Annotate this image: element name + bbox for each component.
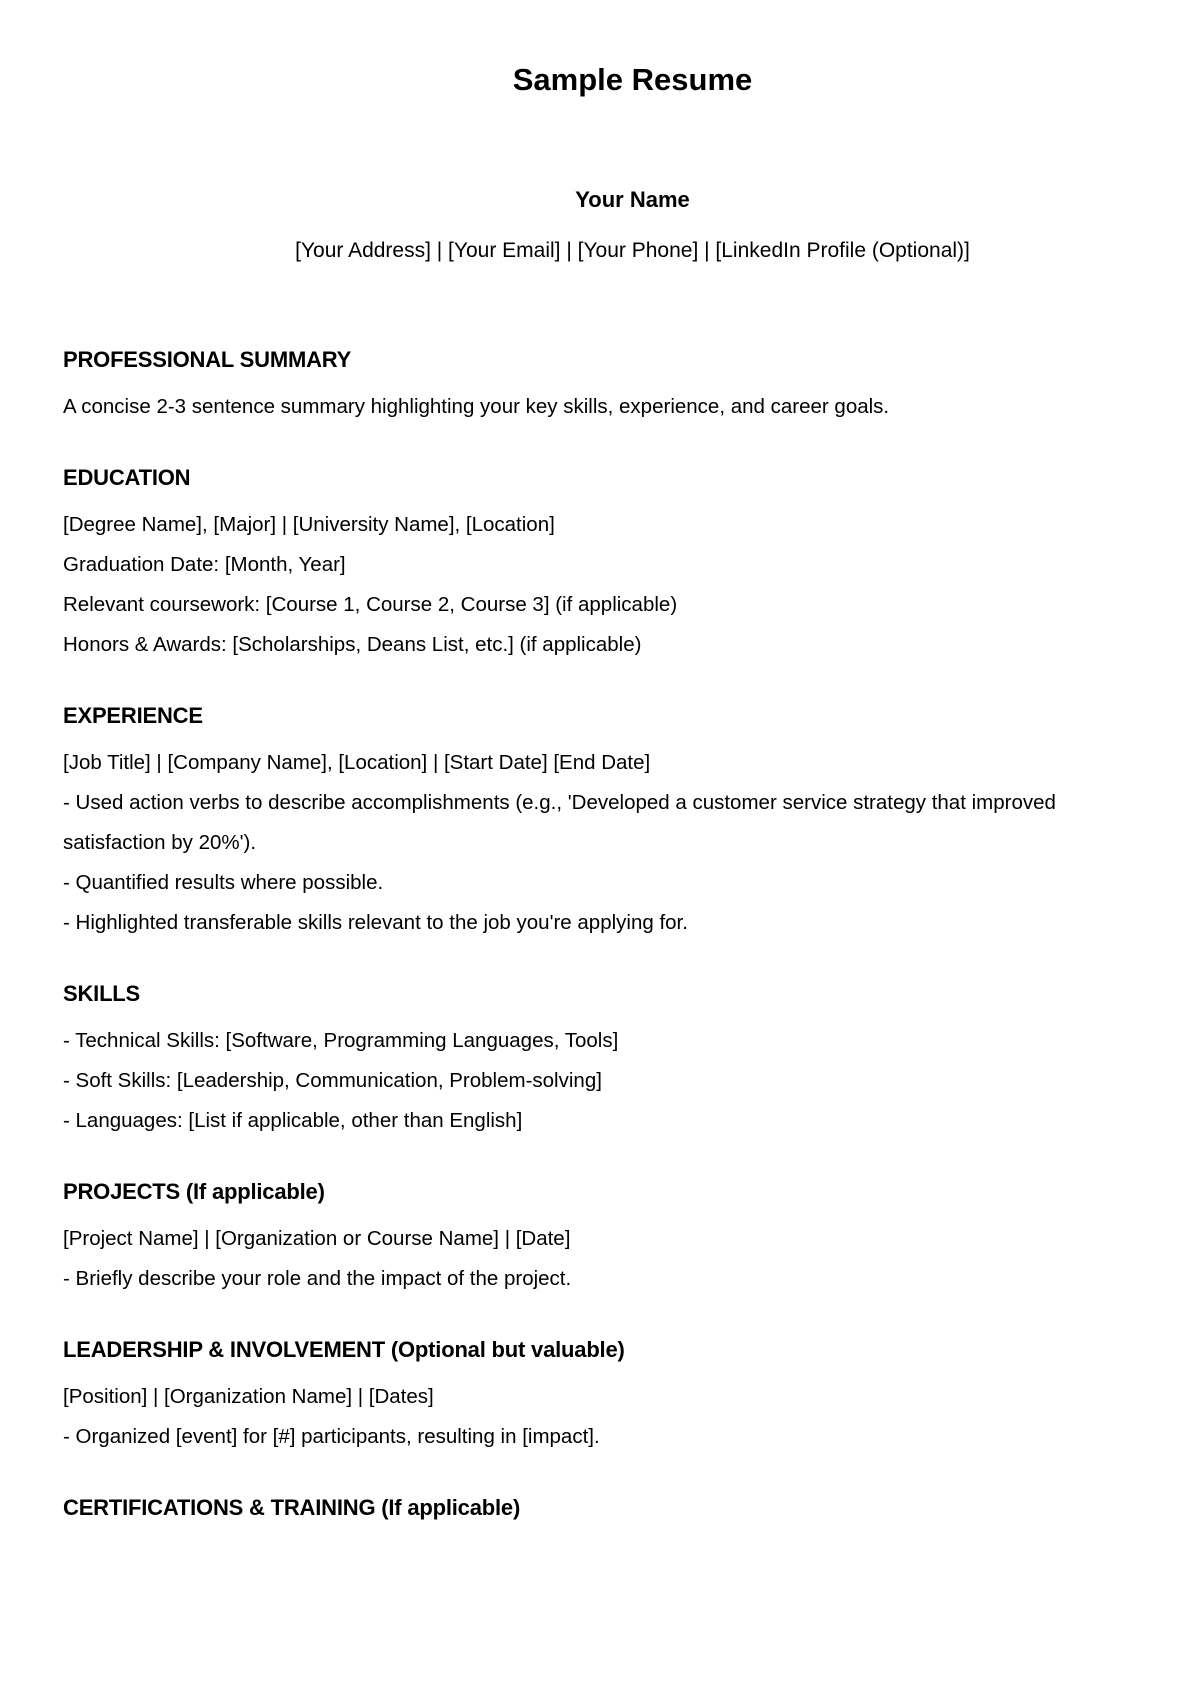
experience-bullet: - Quantified results where possible.	[63, 871, 384, 894]
section-heading: CERTIFICATIONS & TRAINING (If applicable)	[63, 1495, 521, 1520]
section-certifications	[63, 1494, 1163, 1521]
education-degree: [Degree Name], [Major] | [University Name], [Location]	[63, 513, 555, 536]
education-graduation-date: Graduation Date: [Month, Year]	[63, 553, 346, 576]
section-professional-summary	[63, 346, 1163, 427]
section-leadership	[63, 1336, 1163, 1457]
skills-soft: - Soft Skills: [Leadership, Communication, Problem-solving]	[63, 1069, 602, 1092]
section-education	[63, 464, 1163, 665]
leadership-position-line: [Position] | [Organization Name] | [Dates]	[63, 1385, 434, 1408]
education-honors: Honors & Awards: [Scholarships, Deans List, etc.] (if applicable)	[63, 633, 642, 656]
skills-technical: - Technical Skills: [Software, Programming Languages, Tools]	[63, 1029, 619, 1052]
project-bullet: - Briefly describe your role and the impact of the project.	[63, 1267, 572, 1290]
contact-line: [Your Address] | [Your Email] | [Your Phone] | [LinkedIn Profile (Optional)]	[295, 239, 970, 262]
document-title: Sample Resume	[512, 62, 753, 97]
section-skills	[63, 980, 1163, 1141]
section-projects	[63, 1178, 1163, 1299]
section-heading: EXPERIENCE	[63, 703, 203, 728]
skills-languages: - Languages: [List if applicable, other than English]	[63, 1109, 523, 1132]
experience-bullet: - Highlighted transferable skills relevant to the job you're applying for.	[63, 911, 688, 934]
section-heading: PROFESSIONAL SUMMARY	[63, 347, 352, 372]
resume-body	[63, 346, 1163, 1558]
summary-text: A concise 2-3 sentence summary highlighting your key skills, experience, and career goals.	[63, 395, 890, 418]
section-heading: EDUCATION	[63, 465, 191, 490]
section-heading: SKILLS	[63, 981, 141, 1006]
education-coursework: Relevant coursework: [Course 1, Course 2, Course 3] (if applicable)	[63, 593, 678, 616]
experience-job-line: [Job Title] | [Company Name], [Location] | [Start Date] [End Date]	[63, 751, 651, 774]
candidate-name: Your Name	[575, 187, 690, 212]
project-line: [Project Name] | [Organization or Course Name] | [Date]	[63, 1227, 571, 1250]
section-experience	[63, 702, 1163, 943]
leadership-bullet: - Organized [event] for [#] participants, resulting in [impact].	[63, 1425, 600, 1448]
experience-bullet: - Used action verbs to describe accomplishments (e.g., 'Developed a customer service strategy that improved satisfaction by 20%').	[63, 791, 1056, 854]
section-heading: PROJECTS (If applicable)	[63, 1179, 325, 1204]
section-heading: LEADERSHIP & INVOLVEMENT (Optional but valuable)	[63, 1337, 625, 1362]
